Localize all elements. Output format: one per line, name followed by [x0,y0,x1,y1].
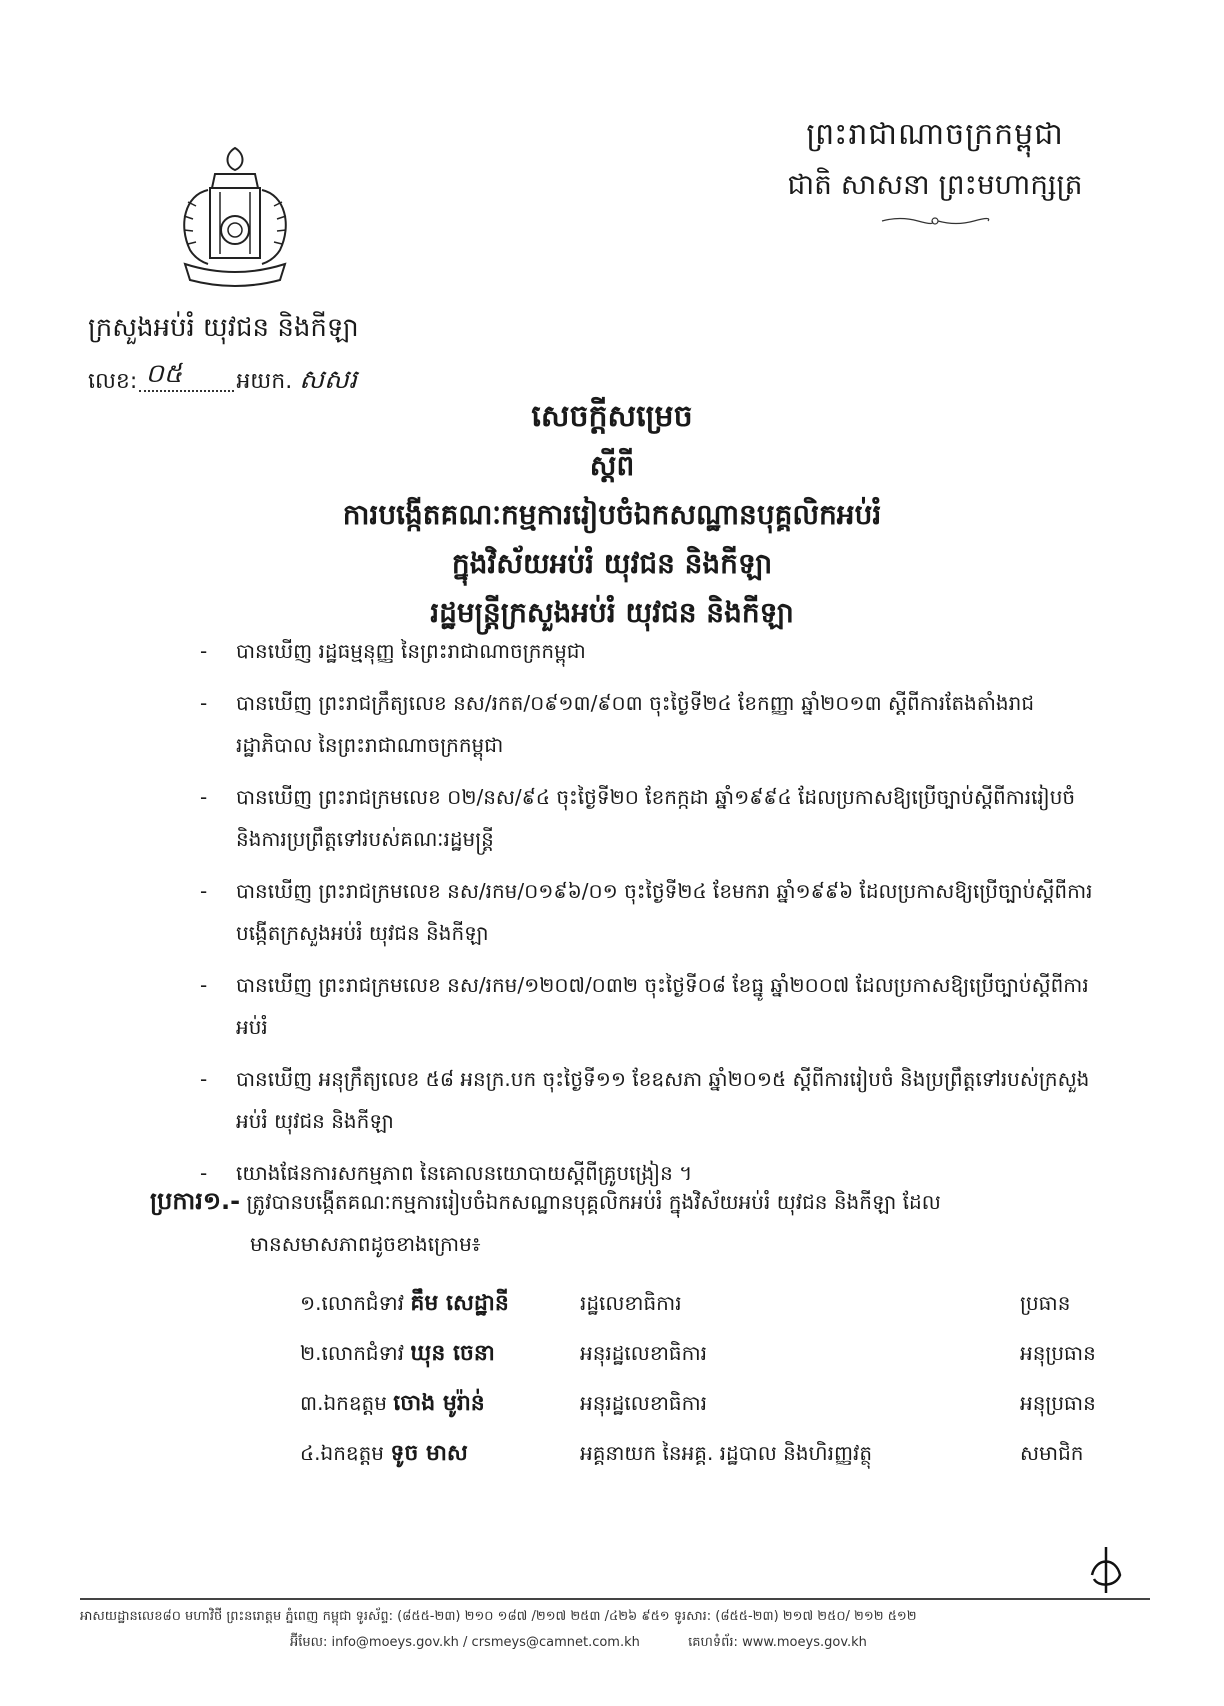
member-role: ប្រធាន [1020,1291,1071,1315]
article-text: ត្រូវបានបង្កើតគណៈកម្មការរៀបចំឯកសណ្ឋានបុគ្គលិកអប់រំ ក្នុងវិស័យអប់រំ យុវជន និងកីឡា ដែល [246,1190,941,1214]
national-motto [735,110,1135,232]
member-name: ឃុន ចេនា [410,1341,495,1366]
committee-members [300,1278,1160,1478]
nation-religion-king: ជាតិ សាសនា ព្រះមហាក្សត្រ [787,168,1083,201]
signature-mark [1086,1545,1126,1595]
member-position: អគ្គនាយក នៃអគ្គ. រដ្ឋបាល និងហិរញ្ញវត្ថុ [580,1441,873,1465]
article-continuation: មានសមាសភាពដូចខាងក្រោម៖ [250,1232,481,1256]
consideration-item: - បានឃើញ ព្រះរាជក្រឹត្យលេខ នស/រកត/០៩១៣/៩០៣ ចុះថ្ងៃទី២៤ ខែកញ្ញា ឆ្នាំ២០១៣ ស្តីពីការតែងតាំងរាជរដ្ឋាភិបាល នៃព្រះរាជាណាចក្រកម្ពុជា [200,691,1035,757]
royal-emblem-icon [170,140,300,290]
ref-code: សសរ [299,365,357,395]
website-label: គេហទំព័រ: [688,1635,738,1650]
title-sector: ក្នុងវិស័យអប់រំ យុវជន និងកីឡា [451,547,773,580]
flourish-ornament [880,214,990,228]
consideration-item: - យោងផែនការសកម្មភាព នៃគោលនយោបាយស្តីពីគ្រូបង្រៀន ។ [200,1161,693,1185]
member-name: គឹម សេដ្ឋានី [410,1291,509,1316]
member-prefix: ១.លោកជំទាវ [300,1291,405,1315]
footer [80,1604,1160,1656]
member-position: រដ្ឋលេខាធិការ [580,1291,682,1315]
member-role: អនុប្រធាន [1020,1391,1096,1415]
member-row [300,1328,1160,1378]
footer-email[interactable]: info@moeys.gov.kh / crsmeys@camnet.com.kh [331,1635,640,1650]
article-1 [150,1180,1110,1265]
consideration-item: - បានឃើញ រដ្ឋធម្មនុញ្ញ នៃព្រះរាជាណាចក្រកម្ពុជា [200,639,586,663]
consideration-item: - បានឃើញ អនុក្រឹត្យលេខ ៥៨ អនក្រ.បក ចុះថ្ងៃទី១១ ខែឧសភា ឆ្នាំ២០១៥ ស្តីពីការរៀបចំ និងប្រព្រឹត្តទៅរបស់ក្រសួងអប់រំ យុវជន និងកីឡា [200,1067,1090,1133]
member-row [300,1428,1160,1478]
considerations-list [200,630,1100,1204]
consideration-item: - បានឃើញ ព្រះរាជក្រមលេខ នស/រកម/០១៩៦/០១ ចុះថ្ងៃទី២៤ ខែមករា ឆ្នាំ១៩៩៦ ដែលប្រកាសឱ្យប្រើច្បាប់ស្តីពីការបង្កើតក្រសួងអប់រំ យុវជន និងកីឡា [200,879,1093,945]
member-role: សមាជិក [1020,1441,1084,1465]
article-label: ប្រការ១.- [150,1187,241,1215]
member-row [300,1278,1160,1328]
footer-website[interactable]: www.moeys.gov.kh [742,1635,867,1650]
member-prefix: ២.លោកជំទាវ [300,1341,405,1365]
email-label: អ៊ីមែល: [290,1635,328,1650]
member-prefix: ៣.ឯកឧត្តម [300,1391,387,1415]
decision-title [200,392,1024,637]
member-role: អនុប្រធាន [1020,1341,1096,1365]
consideration-item: - បានឃើញ ព្រះរាជក្រមលេខ ០២/នស/៩៤ ចុះថ្ងៃទី២០ ខែកក្កដា ឆ្នាំ១៩៩៤ ដែលប្រកាសឱ្យប្រើច្បាប់ស្តីពីការរៀបចំ និងការប្រព្រឹត្តទៅរបស់គណៈរដ្ឋមន្ត្រី [200,785,1076,851]
title-minister: រដ្ឋមន្ត្រីក្រសួងអប់រំ យុវជន និងកីឡា [430,596,794,629]
ref-suffix: អយក. [236,369,293,394]
title-subject: ការបង្កើតគណៈកម្មការរៀបចំឯកសណ្ឋានបុគ្គលិកអប់រំ [342,498,882,531]
member-position: អនុរដ្ឋលេខាធិការ [580,1391,707,1415]
kingdom-title: ព្រះរាជាណាចក្រកម្ពុជា [806,117,1064,152]
ref-number: ០៥ [145,359,183,389]
footer-divider [80,1598,1150,1600]
member-prefix: ៤.ឯកឧត្តម [300,1441,384,1465]
member-name: ចោង មូរ៉ាន់ [393,1391,485,1416]
member-position: អនុរដ្ឋលេខាធិការ [580,1341,707,1365]
title-on: ស្តីពី [589,449,635,482]
ref-label: លេខ: [88,369,138,394]
consideration-item: - បានឃើញ ព្រះរាជក្រមលេខ នស/រកម/១២០៧/០៣២ ចុះថ្ងៃទី០៨ ខែធ្នូ ឆ្នាំ២០០៧ ដែលប្រកាសឱ្យប្រើច្បាប់ស្តីពីការអប់រំ [200,973,1089,1039]
footer-address: អាសយដ្ឋានលេខ៨០ មហាវិថី ព្រះនរោត្តម ភ្នំពេញ កម្ពុជា ទូរស័ព្ទ: (៨៥៥-២៣) ២១០ ១៨៧ /២១៧ ២៥៣ /៤២៦ ៩៥១ ទូរសារ: (៨៥៥-២៣) ២១៧ ២៥០/ ២១២ ៥១២ [80,1609,917,1624]
member-name: ទូច មាស [390,1441,468,1466]
ministry-name: ក្រសួងអប់រំ យុវជន និងកីឡា [88,313,359,343]
member-row [300,1378,1160,1428]
title-decision: សេចក្តីសម្រេច [531,399,693,434]
